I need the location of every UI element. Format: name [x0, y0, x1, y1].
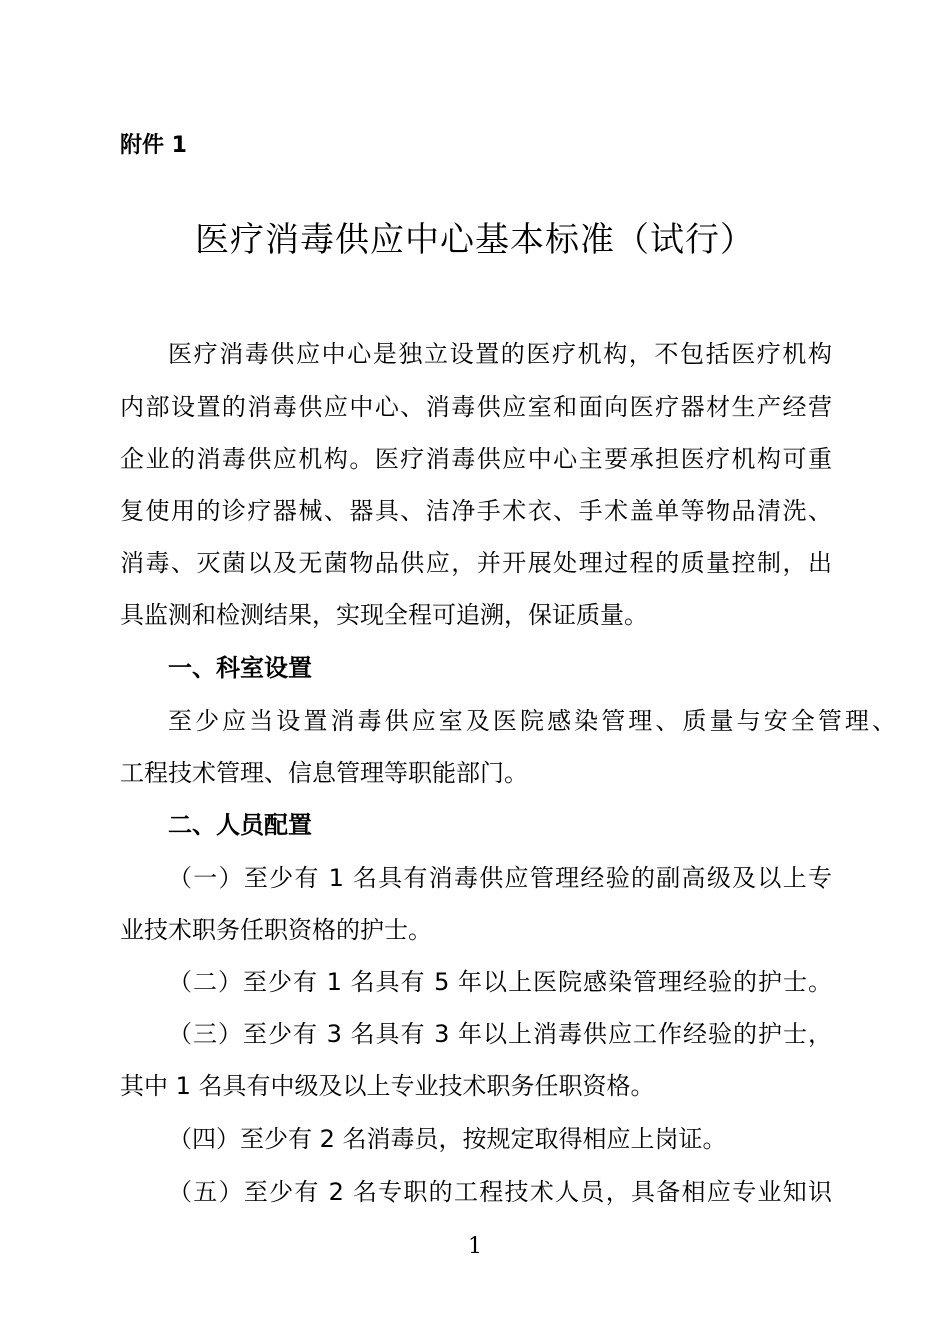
intro-line-5: 消毒、灭菌以及无菌物品供应，并开展处理过程的质量控制，出	[120, 549, 832, 577]
intro-line-4: 复使用的诊疗器械、器具、洁净手术衣、手术盖单等物品清洗、	[120, 497, 832, 525]
intro-line-6: 具监测和检测结果，实现全程可追溯，保证质量。	[120, 601, 648, 629]
section-2-item-4-line-1: （四）至少有 2 名消毒员，按规定取得相应上岗证。	[168, 1125, 727, 1153]
section-2-item-5-line-1: （五）至少有 2 名专职的工程技术人员，具备相应专业知识	[168, 1178, 832, 1206]
attachment-label: 附件 1	[120, 133, 187, 158]
page-number: 1	[468, 1234, 482, 1259]
section-2-item-2-line-1: （二）至少有 1 名具有 5 年以上医院感染管理经验的护士。	[168, 968, 832, 996]
section-2-item-1-line-2: 业技术职务任职资格的护士。	[120, 916, 432, 944]
intro-line-1: 医疗消毒供应中心是独立设置的医疗机构，不包括医疗机构	[168, 340, 832, 368]
section-2-item-1-line-1: （一）至少有 1 名具有消毒供应管理经验的副高级及以上专	[168, 864, 832, 892]
intro-line-2: 内部设置的消毒供应中心、消毒供应室和面向医疗器材生产经营	[120, 393, 832, 421]
intro-line-3: 企业的消毒供应机构。医疗消毒供应中心主要承担医疗机构可重	[120, 445, 832, 473]
section-1-heading: 一、科室设置	[168, 654, 312, 682]
section-1-line-2: 工程技术管理、信息管理等职能部门。	[120, 759, 528, 787]
section-2-item-3-line-2: 其中 1 名具有中级及以上专业技术职务任职资格。	[120, 1072, 655, 1100]
section-2-item-3-line-1: （三）至少有 3 名具有 3 年以上消毒供应工作经验的护士，	[168, 1020, 832, 1048]
section-2-heading: 二、人员配置	[168, 811, 312, 839]
document-title: 医疗消毒供应中心基本标准（试行）	[195, 220, 755, 260]
section-1-line-1: 至少应当设置消毒供应室及医院感染管理、质量与安全管理、	[168, 707, 896, 735]
